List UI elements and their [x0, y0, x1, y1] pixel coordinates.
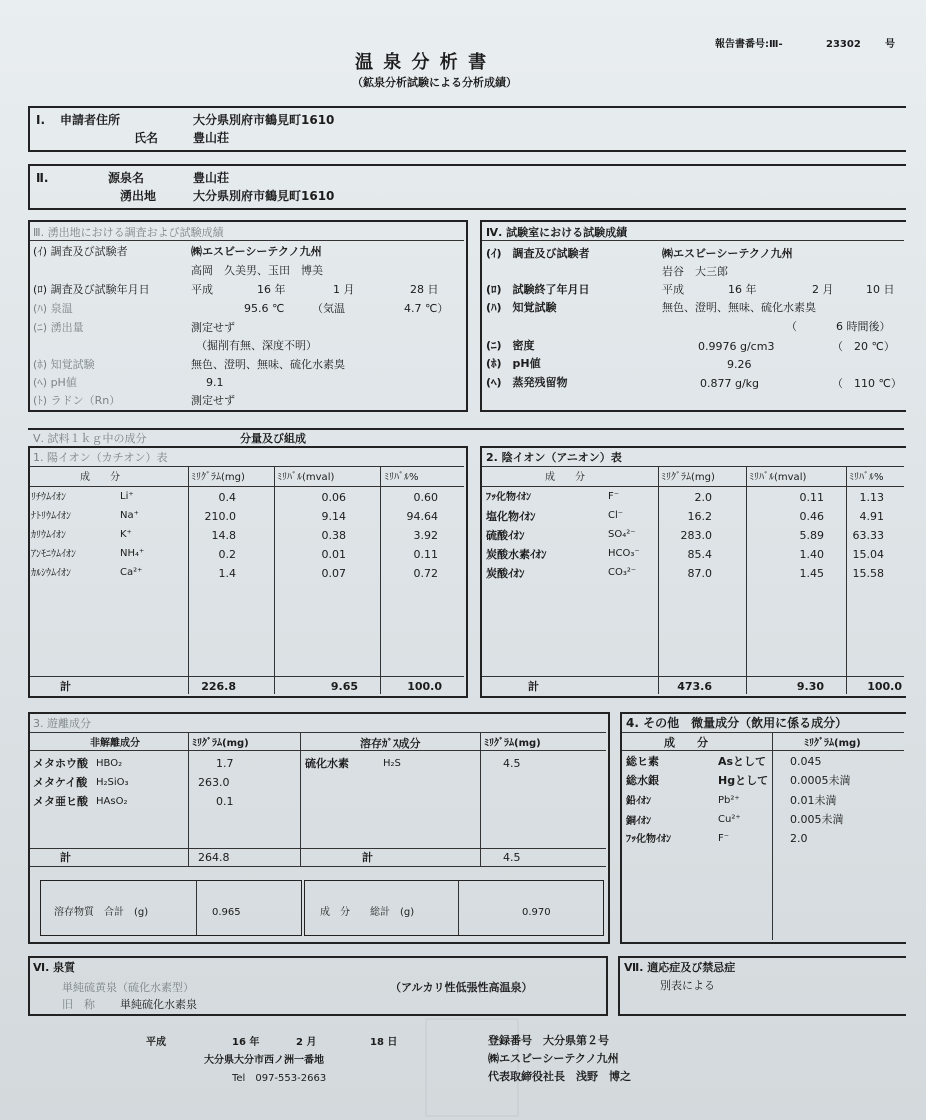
footer-date-day: 18 日 — [370, 1037, 398, 1048]
other-title-divider — [622, 732, 904, 733]
seal-stamp — [425, 1018, 519, 1117]
anion-header-mg: ﾐﾘｸﾞﾗﾑ(mg) — [661, 472, 715, 483]
cation-total-divider — [30, 676, 464, 677]
dissolved-total-value: 0.965 — [212, 907, 241, 918]
footer-registration: 登録番号 大分県第２号 — [488, 1034, 609, 1047]
spring-classification: （アルカリ性低張性高温泉） — [390, 981, 533, 994]
free-gas-mg-header: ﾐﾘｸﾞﾗﾑ(mg) — [484, 738, 541, 749]
cation-row-mval: 0.06 — [321, 491, 346, 504]
free-gas-row-mg: 4.5 — [503, 757, 521, 770]
anion-total-mg: 473.6 — [677, 680, 712, 693]
section-4-divider — [482, 240, 904, 241]
applicant-name: 豊山荘 — [193, 131, 230, 145]
other-header-divider — [622, 750, 904, 751]
free-gas-row-symbol: H₂S — [383, 758, 401, 769]
anion-row-mg: 87.0 — [687, 567, 712, 580]
s4-date-day: 10 日 — [866, 283, 895, 296]
spring-type: 単純硫黄泉（硫化水素型） — [62, 981, 194, 994]
other-header-name: 成 分 — [664, 736, 708, 749]
free-nd-row-mg: 263.0 — [198, 776, 230, 789]
other-row-value: 0.045 — [790, 755, 822, 768]
anion-row-pct: 1.13 — [859, 491, 884, 504]
free-nd-row-symbol: HBO₂ — [96, 758, 123, 769]
other-row-value: 0.0005未満 — [790, 774, 851, 787]
anion-row-symbol: CO₃²⁻ — [608, 567, 637, 578]
cation-col-divider-2 — [274, 467, 275, 694]
s3-tester-names: 高岡 久美男、玉田 博美 — [191, 264, 323, 277]
s4-date-label: (ﾛ) 試験終了年月日 — [486, 283, 590, 296]
cation-row-name: ﾅﾄﾘｳﾑｲｵﾝ — [31, 511, 71, 522]
s3-radon: 測定せず — [191, 394, 235, 407]
s4-sensory-paren: （ — [786, 320, 797, 333]
s3-air-temp: 4.7 ℃） — [404, 302, 449, 315]
anion-total-pct: 100.0 — [867, 680, 902, 693]
anion-row-name: 硫酸ｲｵﾝ — [486, 529, 525, 542]
s4-density-label: (ﾆ) 密度 — [486, 339, 535, 352]
s4-residue-label: (ﾍ) 蒸発残留物 — [486, 376, 568, 389]
other-row-name: 鉛ｲｵﾝ — [626, 796, 651, 807]
free-nd-header: 非解離成分 — [90, 738, 140, 749]
anion-header-name: 成 分 — [545, 472, 585, 483]
section-5-title: Ⅴ. 試料１ｋｇ中の成分 — [33, 432, 147, 445]
anion-total-mval: 9.30 — [796, 680, 824, 693]
footer-date-month: 2 月 — [296, 1037, 317, 1048]
anion-row-mval: 0.11 — [799, 491, 824, 504]
free-gas-row-name: 硫化水素 — [305, 757, 349, 770]
anion-row-name: 塩化物ｲｵﾝ — [486, 510, 536, 523]
anion-row-pct: 15.58 — [852, 567, 884, 580]
cation-header-name: 成 分 — [80, 472, 120, 483]
section-4-title: Ⅳ. 試験室における試験成績 — [486, 226, 628, 239]
free-nd-total-label: 計 — [60, 851, 71, 864]
anion-row-pct: 15.04 — [852, 548, 884, 561]
s4-sensory: 無色、澄明、無味、硫化水素臭 — [662, 301, 816, 314]
applicant-address-label: 申請者住所 — [60, 113, 121, 127]
s3-sensory-label: (ﾎ) 知覚試験 — [33, 358, 95, 371]
other-row-name: 総水銀 — [626, 774, 659, 787]
free-gas-total-label: 計 — [362, 851, 373, 864]
s3-temp-label: (ﾊ) 泉温 — [33, 302, 73, 315]
s4-date-year: 16 年 — [728, 283, 757, 296]
anion-header-mval: ﾐﾘﾊﾞﾙ(mval) — [749, 472, 807, 483]
cation-row-symbol: Li⁺ — [120, 491, 134, 502]
cation-total-label: 計 — [60, 680, 71, 693]
cation-row-mg: 0.4 — [218, 491, 236, 504]
cation-total-mval: 9.65 — [330, 680, 358, 693]
free-gas-total: 4.5 — [503, 851, 521, 864]
cation-header-mval: ﾐﾘﾊﾞﾙ(mval) — [277, 472, 335, 483]
free-col-divider-1 — [188, 733, 189, 867]
free-col-divider-3 — [480, 733, 481, 867]
cation-row-name: ｶﾙｼｳﾑｲｵﾝ — [31, 568, 71, 579]
s3-tester: ㈱エスビーシーテクノ九州 — [191, 245, 322, 258]
applicant-name-label: 氏名 — [134, 131, 159, 145]
cation-col-divider-1 — [188, 467, 189, 694]
anion-row-mval: 1.40 — [799, 548, 824, 561]
dissolved-total-label: 溶存物質 合計 (g) — [54, 907, 149, 918]
anion-row-mg: 16.2 — [687, 510, 712, 523]
s4-tester: ㈱エスビーシーテクノ九州 — [662, 247, 793, 260]
s4-sensory-label: (ﾊ) 知覚試験 — [486, 301, 557, 314]
footer-address: 大分県大分市西ノ洲一番地 — [204, 1055, 324, 1066]
report-number-unit: 号 — [885, 39, 895, 50]
section-1-box — [28, 106, 906, 152]
cation-row-pct: 3.92 — [413, 529, 438, 542]
old-name-label: 旧 称 — [62, 998, 95, 1011]
other-row-symbol: Asとして — [718, 755, 767, 768]
cation-row-name: ﾘﾁｳﾑｲｵﾝ — [31, 492, 66, 503]
s4-tester-label: (ｲ) 調査及び試験者 — [486, 247, 590, 260]
anion-row-mval: 5.89 — [799, 529, 824, 542]
anion-row-mval: 0.46 — [799, 510, 824, 523]
cation-row-mg: 14.8 — [211, 529, 236, 542]
anion-row-symbol: SO₄²⁻ — [608, 529, 636, 540]
s3-temp: 95.6 ℃ — [244, 302, 285, 315]
free-nd-row-name: メタホウ酸 — [33, 757, 88, 770]
s4-date-era: 平成 — [662, 283, 684, 296]
cation-row-pct: 0.72 — [413, 567, 438, 580]
anion-col-divider-1 — [658, 467, 659, 694]
applicant-address: 大分県別府市鶴見町1610 — [193, 113, 335, 127]
free-nd-row-symbol: H₂SiO₃ — [96, 777, 129, 788]
section-2-number: Ⅱ. — [36, 171, 49, 185]
anion-row-symbol: F⁻ — [608, 491, 620, 502]
cation-row-name: ｱﾝﾓﾆｳﾑｲｵﾝ — [31, 549, 76, 560]
footer-date-era: 平成 — [146, 1037, 166, 1048]
other-row-name: 銅ｲｵﾝ — [626, 816, 651, 827]
section-7-title: Ⅶ. 適応症及び禁忌症 — [624, 961, 736, 974]
s4-density-temp: （ 20 ℃） — [832, 340, 895, 353]
free-components-title: 3. 遊離成分 — [33, 717, 91, 730]
other-row-name: ﾌｯ化物ｲｵﾝ — [626, 834, 671, 845]
cation-row-mg: 0.2 — [218, 548, 236, 561]
s3-flow: 測定せず — [191, 321, 235, 334]
other-row-name: 総ヒ素 — [626, 755, 659, 768]
free-nd-row-symbol: HAsO₂ — [96, 796, 128, 807]
section-1-number: Ⅰ. — [36, 113, 46, 127]
free-gas-header: 溶存ｶﾞｽ成分 — [360, 737, 421, 750]
component-total-label: 成 分 総計 (g) — [320, 907, 415, 918]
indications-text: 別表による — [660, 979, 715, 992]
s3-radon-label: (ﾄ) ラドン（Rn） — [33, 394, 121, 407]
free-nd-total: 264.8 — [198, 851, 230, 864]
cation-row-symbol: NH₄⁺ — [120, 548, 145, 559]
s3-tester-label: (ｲ) 調査及び試験者 — [33, 245, 128, 258]
other-components-box — [620, 712, 906, 944]
report-number-label: 報告書番号:Ⅲ- — [715, 39, 783, 50]
s3-date-label: (ﾛ) 調査及び試験年月日 — [33, 283, 150, 296]
cation-col-divider-3 — [380, 467, 381, 694]
s3-ph: 9.1 — [206, 376, 224, 389]
cation-row-name: ｶﾘｳﾑｲｵﾝ — [31, 530, 66, 541]
footer-tel: Tel 097-553-2663 — [232, 1073, 327, 1084]
cation-total-pct: 100.0 — [407, 680, 442, 693]
component-total-value: 0.970 — [522, 907, 551, 918]
cation-row-symbol: K⁺ — [120, 529, 132, 540]
other-row-symbol: Pb²⁺ — [718, 795, 740, 806]
s4-ph-label: (ﾎ) pH値 — [486, 357, 541, 370]
cation-row-mval: 0.38 — [321, 529, 346, 542]
anion-total-label: 計 — [528, 680, 539, 693]
anion-row-mg: 283.0 — [680, 529, 712, 542]
document-subtitle: （鉱泉分析試験による分析成績） — [352, 76, 517, 89]
source-name: 豊山荘 — [193, 171, 230, 185]
s3-sensory: 無色、澄明、無味、硫化水素臭 — [191, 358, 345, 371]
s4-tester-name: 岩谷 大三郎 — [662, 265, 728, 278]
cation-row-symbol: Ca²⁺ — [120, 567, 143, 578]
s3-date-era: 平成 — [191, 283, 213, 296]
other-row-symbol: Hgとして — [718, 774, 769, 787]
cation-header-mg: ﾐﾘｸﾞﾗﾑ(mg) — [191, 472, 245, 483]
s3-ph-label: (ﾍ) pH値 — [33, 376, 77, 389]
anion-row-symbol: HCO₃⁻ — [608, 548, 640, 559]
section-3-divider — [30, 240, 464, 241]
anion-row-name: 炭酸ｲｵﾝ — [486, 567, 525, 580]
s4-residue: 0.877 g/kg — [700, 377, 760, 390]
cation-row-mg: 1.4 — [218, 567, 236, 580]
cation-table-title: 1. 陽イオン（カチオン）表 — [33, 451, 168, 464]
anion-col-divider-2 — [746, 467, 747, 694]
other-col-divider — [772, 733, 773, 940]
dissolved-total-divider — [196, 881, 197, 935]
cation-total-mg: 226.8 — [201, 680, 236, 693]
free-total-bottom-divider — [30, 866, 606, 867]
free-nd-row-name: メタ亜ヒ酸 — [33, 795, 88, 808]
anion-row-name: 炭酸水素ｲｵﾝ — [486, 548, 547, 561]
anion-row-mg: 85.4 — [687, 548, 712, 561]
cation-row-mval: 0.01 — [321, 548, 346, 561]
free-nd-row-mg: 0.1 — [216, 795, 234, 808]
s3-air-label: （気温 — [312, 302, 345, 315]
source-location: 大分県別府市鶴見町1610 — [193, 189, 335, 203]
cation-row-mval: 0.07 — [321, 567, 346, 580]
footer-representative: 代表取締役社長 浅野 博之 — [488, 1070, 631, 1083]
s4-sensory-time: 6 時間後） — [836, 320, 891, 333]
cation-header-pct: ﾐﾘﾊﾞﾙ% — [384, 472, 419, 483]
document-title: 温 泉 分 析 書 — [355, 52, 489, 73]
cation-row-pct: 94.64 — [406, 510, 438, 523]
cation-row-mg: 210.0 — [204, 510, 236, 523]
report-number: 23302 — [826, 39, 861, 50]
section-5-top-rule — [28, 428, 904, 430]
s4-ph: 9.26 — [727, 358, 752, 371]
free-title-divider — [30, 732, 606, 733]
other-row-value: 2.0 — [790, 832, 808, 845]
footer-company: ㈱エスビーシーテクノ九州 — [488, 1052, 619, 1065]
anion-row-symbol: Cl⁻ — [608, 510, 624, 521]
anion-total-divider — [482, 676, 904, 677]
free-total-divider — [30, 848, 606, 849]
section-3-title: Ⅲ. 湧出地における調査および試験成績 — [33, 226, 224, 239]
anion-title-divider — [482, 466, 904, 467]
anion-row-mval: 1.45 — [799, 567, 824, 580]
free-nd-mg-header: ﾐﾘｸﾞﾗﾑ(mg) — [192, 738, 249, 749]
s4-density: 0.9976 g/cm3 — [698, 340, 775, 353]
anion-col-divider-3 — [846, 467, 847, 694]
free-col-divider-2 — [300, 733, 301, 867]
s3-date-day: 28 日 — [410, 283, 439, 296]
section-2-box — [28, 164, 906, 210]
anion-row-pct: 63.33 — [852, 529, 884, 542]
other-row-value: 0.01未満 — [790, 794, 837, 807]
s4-date-month: 2 月 — [812, 283, 834, 296]
s4-residue-temp: （ 110 ℃） — [832, 377, 902, 390]
s3-flow-label: (ﾆ) 湧出量 — [33, 321, 84, 334]
section-6-title: Ⅵ. 泉質 — [33, 961, 76, 974]
free-nd-row-mg: 1.7 — [216, 757, 234, 770]
cation-row-pct: 0.60 — [413, 491, 438, 504]
cation-title-divider — [30, 466, 464, 467]
anion-table-title: 2. 陰イオン（アニオン）表 — [486, 451, 622, 464]
anion-header-pct: ﾐﾘﾊﾞﾙ% — [849, 472, 884, 483]
s3-flow-note: （掘削有無、深度不明） — [196, 339, 317, 352]
cation-row-symbol: Na⁺ — [120, 510, 139, 521]
cation-row-pct: 0.11 — [413, 548, 438, 561]
other-header-mg: ﾐﾘｸﾞﾗﾑ(mg) — [804, 738, 861, 749]
cation-row-mval: 9.14 — [321, 510, 346, 523]
component-total-divider — [458, 881, 459, 935]
source-location-label: 湧出地 — [120, 189, 157, 203]
s3-date-year: 16 年 — [257, 283, 286, 296]
other-row-value: 0.005未満 — [790, 813, 844, 826]
other-components-title: 4. その他 微量成分（飲用に係る成分） — [626, 716, 848, 730]
anion-row-pct: 4.91 — [859, 510, 884, 523]
other-row-symbol: F⁻ — [718, 833, 730, 844]
anion-row-mg: 2.0 — [694, 491, 712, 504]
anion-header-divider — [482, 486, 904, 487]
cation-header-divider — [30, 486, 464, 487]
s3-date-month: 1 月 — [333, 283, 355, 296]
old-name: 単純硫化水素泉 — [120, 998, 197, 1011]
free-nd-row-name: メタケイ酸 — [33, 776, 88, 789]
anion-row-name: ﾌｯ化物ｲｵﾝ — [486, 492, 531, 503]
footer-date-year: 16 年 — [232, 1037, 260, 1048]
other-row-symbol: Cu²⁺ — [718, 814, 741, 825]
section-5-subtitle: 分量及び組成 — [240, 432, 306, 445]
source-name-label: 源泉名 — [108, 171, 145, 185]
